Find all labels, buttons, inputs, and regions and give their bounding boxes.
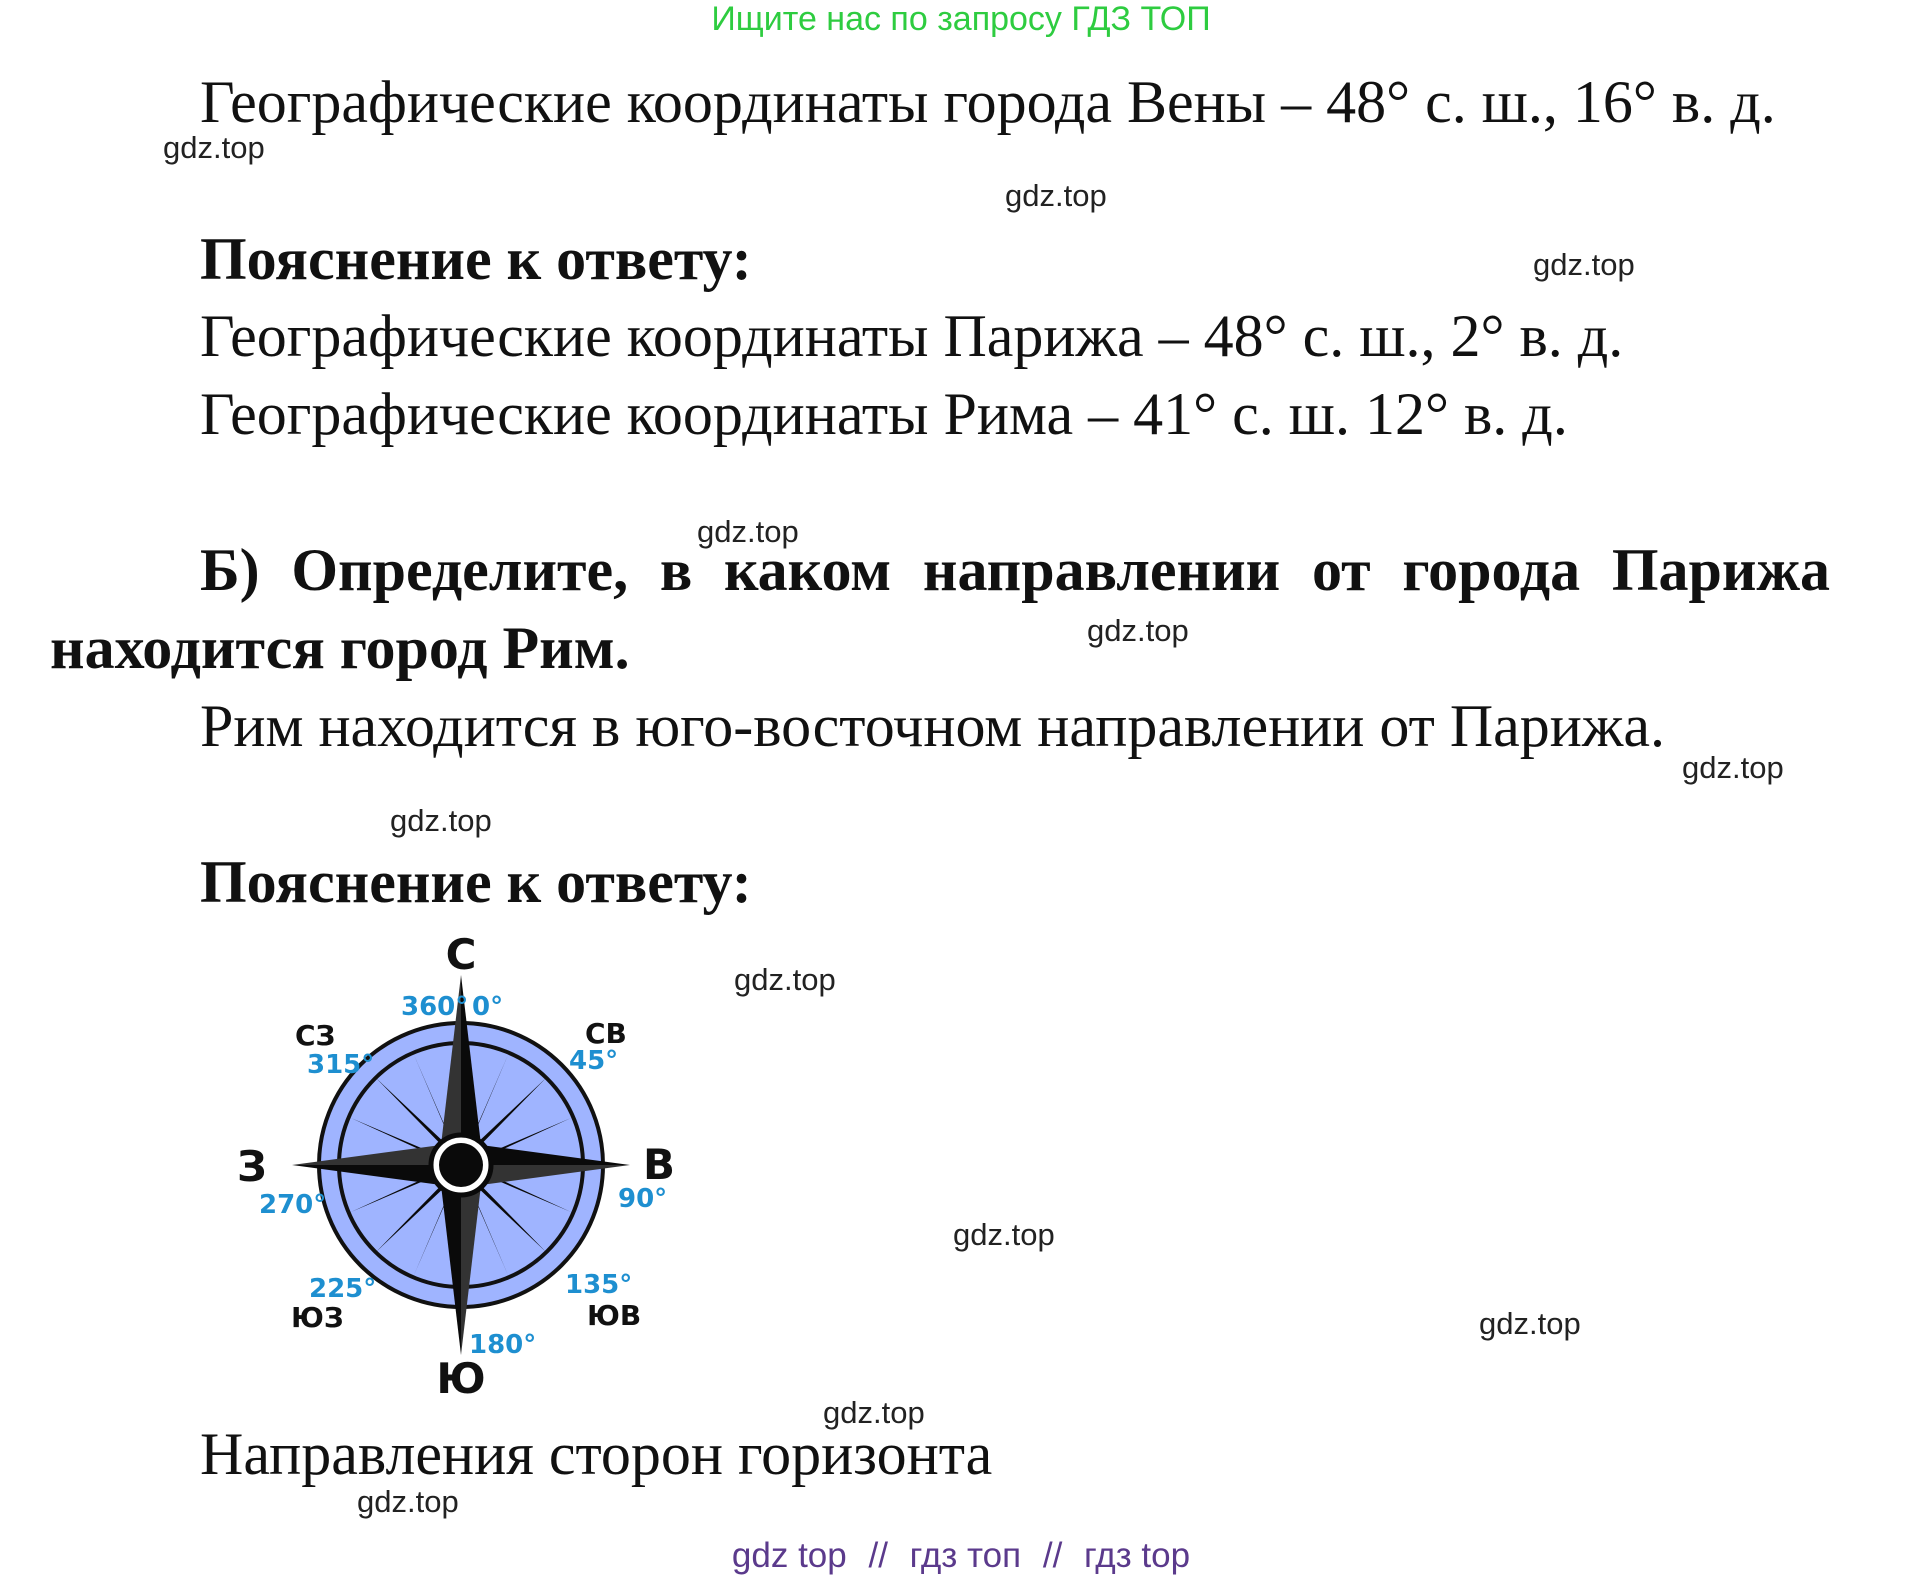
watermark: gdz.top: [1087, 613, 1189, 648]
compass-rose: [225, 935, 705, 1395]
watermark: gdz.top: [823, 1395, 925, 1430]
explanation-heading-1: Пояснение к ответу:: [200, 226, 752, 292]
watermark: gdz.top: [390, 803, 492, 838]
watermark: gdz.top: [1682, 750, 1784, 785]
degree-180: 180°: [469, 1330, 537, 1360]
southeast-label: ЮВ: [587, 1299, 642, 1332]
footer-separator: //: [1042, 1536, 1063, 1575]
degree-225: 225°: [309, 1274, 377, 1304]
question-word: от: [1311, 537, 1371, 603]
question-word: каком: [724, 537, 892, 603]
degree-45: 45°: [569, 1046, 619, 1076]
question-word: Парижа: [1611, 537, 1830, 603]
paris-coordinates: Географические координаты Парижа – 48° с. ш., 2° в. д.: [200, 303, 1624, 369]
rome-coordinates: Географические координаты Рима – 41° с. ш. 12° в. д.: [200, 381, 1568, 447]
watermark: gdz.top: [1533, 247, 1635, 282]
watermark: gdz.top: [1479, 1306, 1581, 1341]
north-label: С: [445, 935, 477, 979]
compass-caption: Направления сторон горизонта: [200, 1421, 993, 1487]
footer-separator: //: [868, 1536, 888, 1575]
watermark: gdz.top: [1005, 178, 1107, 213]
watermark: gdz.top: [734, 962, 836, 997]
search-banner[interactable]: Ищите нас по запросу ГДЗ ТОП: [711, 0, 1211, 38]
degree-90: 90°: [618, 1184, 668, 1214]
explanation-heading-2: Пояснение к ответу:: [200, 849, 752, 915]
northeast-label: СВ: [585, 1017, 627, 1050]
degree-135: 135°: [565, 1270, 633, 1300]
answer-b: Рим находится в юго-восточном направлении от Парижа.: [200, 693, 1665, 759]
southwest-label: ЮЗ: [291, 1301, 344, 1334]
vienna-coordinates: Географические координаты города Вены – 48° с. ш., 16° в. д.: [200, 69, 1776, 135]
footer-link-gdz-top-ru[interactable]: гдз топ: [909, 1536, 1022, 1575]
northwest-label: СЗ: [295, 1019, 336, 1052]
question-word: города: [1402, 537, 1581, 603]
west-label: З: [237, 1142, 267, 1191]
question-word: Б): [200, 537, 260, 603]
east-label: В: [643, 1140, 676, 1189]
footer-link-gdz-top[interactable]: gdz top: [731, 1536, 847, 1575]
watermark: gdz.top: [953, 1217, 1055, 1252]
watermark: gdz.top: [357, 1484, 459, 1519]
question-word: направлении: [922, 537, 1281, 603]
degree-315: 315°: [307, 1050, 375, 1080]
compass-center-dot: [439, 1143, 483, 1187]
south-label: Ю: [436, 1354, 486, 1395]
degree-0: 0°: [472, 992, 504, 1022]
question-word: Определите,: [291, 537, 629, 603]
degree-270: 270°: [259, 1190, 327, 1220]
degree-360: 360°: [401, 992, 469, 1022]
watermark: gdz.top: [697, 514, 799, 549]
footer-links: [0, 1536, 1922, 1576]
question-b-line-2: находится город Рим.: [50, 615, 630, 681]
question-b-line-1: [200, 536, 1830, 605]
footer-link-gdz-top-mixed[interactable]: гдз top: [1084, 1536, 1191, 1575]
question-word: в: [659, 537, 693, 603]
watermark: gdz.top: [163, 130, 265, 165]
